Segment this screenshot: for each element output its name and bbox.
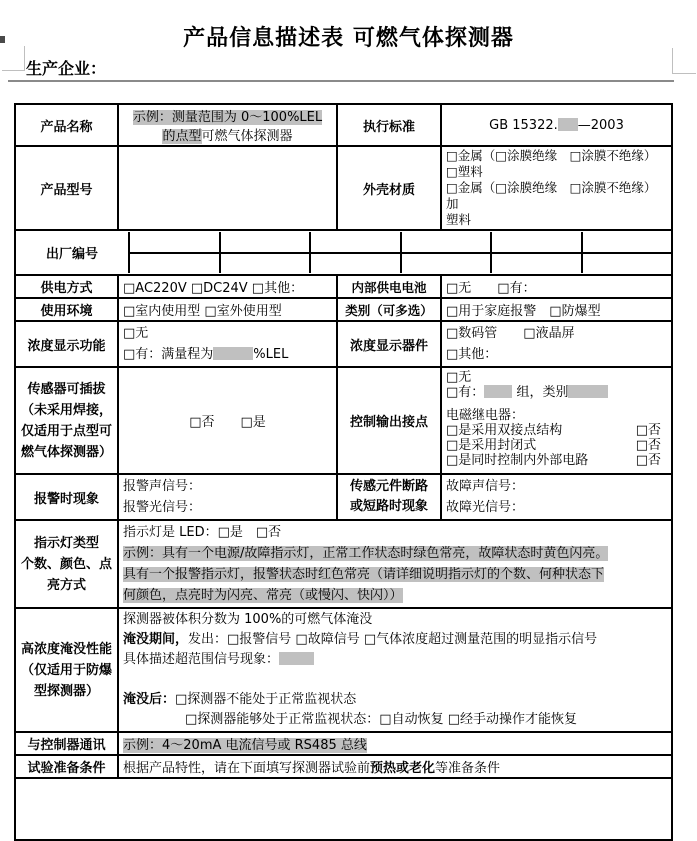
option-line[interactable]: 淹没期间，发出：□报警信号 □故障信号 □气体浓度超过测量范围的明显指示信号 bbox=[123, 632, 598, 647]
material-option-line[interactable]: □塑料 bbox=[446, 164, 483, 179]
shell-material-options[interactable] bbox=[441, 146, 672, 230]
row-label-indicator: 指示灯类型 个数、颜色、点 亮方式 bbox=[15, 520, 118, 608]
row-label-communication: 与控制器通讯 bbox=[15, 732, 118, 755]
redacted-blank bbox=[568, 385, 608, 398]
alarm-phenomenon-value[interactable]: 报警声信号： 报警光信号： bbox=[118, 474, 337, 520]
row-label-power-supply: 供电方式 bbox=[15, 275, 118, 298]
margin-crop-mark-top-left bbox=[2, 70, 25, 71]
serial-cell[interactable] bbox=[492, 232, 581, 252]
row-label-immersion: 高浓度淹没性能 （仅适用于防爆 型探测器） bbox=[15, 608, 118, 732]
row-label-serial-number: 出厂编号 bbox=[45, 247, 98, 262]
material-option-line[interactable]: □金属（□涂膜绝缘 □涂膜不绝缘） bbox=[446, 148, 657, 163]
row-label-category: 类别（可多选） bbox=[337, 298, 441, 321]
redacted-blank bbox=[558, 118, 578, 131]
option-line[interactable]: □是采用双接点结构 □否 bbox=[446, 423, 661, 438]
page-title: 产品信息描述表 可燃气体探测器 bbox=[183, 26, 514, 51]
row-label-display-device: 浓度显示器件 bbox=[337, 321, 441, 367]
communication-value[interactable] bbox=[118, 732, 672, 755]
relay-heading: 电磁继电器： bbox=[446, 408, 525, 423]
example-text: 可燃气体探测器 bbox=[201, 129, 293, 144]
immersion-value[interactable]: 探测器被体积分数为 100%的可燃气体淹没 淹没期间，发出：□报警信号 □故障信号 □气体浓度超过测量范围的明显指示信号 具体描述超范围信号现象： 淹没后：□探测器不能处于正常监视状态 □探测器能够处于正常监视状态：□自动恢复 □经手动操作才能恢复 bbox=[118, 608, 672, 732]
row-label-shell-material: 外壳材质 bbox=[337, 146, 441, 230]
row-label-test-preparation: 试验准备条件 bbox=[15, 755, 118, 778]
highlighted-example-text: 的点型 bbox=[162, 129, 202, 144]
serial-cell[interactable] bbox=[402, 254, 491, 274]
option-line[interactable]: □探测器能够处于正常监视状态：□自动恢复 □经手动操作才能恢复 bbox=[185, 712, 577, 727]
environment-options[interactable]: □室内使用型 □室外使用型 bbox=[118, 298, 337, 321]
row-label-concentration-display: 浓度显示功能 bbox=[15, 321, 118, 367]
concentration-display-options[interactable] bbox=[118, 321, 337, 367]
material-option-line[interactable]: 塑料 bbox=[446, 212, 472, 227]
option-line[interactable]: □有： 组，类别 bbox=[446, 385, 667, 400]
row-label-standard: 执行标准 bbox=[337, 104, 441, 146]
row-label-control-output: 控制输出接点 bbox=[337, 367, 441, 474]
serial-cell[interactable] bbox=[311, 232, 400, 252]
highlighted-example-text: 示例：4～20mA 电流信号或 RS485 总线 bbox=[123, 738, 367, 753]
serial-cell[interactable] bbox=[311, 254, 400, 274]
display-device-options[interactable] bbox=[441, 321, 672, 367]
highlighted-example-text: 何颜色，点亮时为闪亮、常亮（或慢闪、快闪）） bbox=[123, 588, 403, 603]
option-line[interactable]: □数码管 □液晶屏 bbox=[446, 326, 575, 341]
option-line[interactable]: 指示灯是 LED：□是 □否 bbox=[123, 525, 282, 540]
row-label-internal-battery: 内部供电电池 bbox=[337, 275, 441, 298]
serial-cell[interactable] bbox=[221, 232, 310, 252]
highlighted-example-text: 具有一个报警指示灯，报警状态时红色常亮（请详细说明指示灯的个数、何种状态下 bbox=[123, 567, 605, 582]
manufacturer-label: 生产企业： bbox=[26, 59, 107, 78]
row-label-product-model: 产品型号 bbox=[15, 146, 118, 230]
page-edge-marker bbox=[0, 36, 5, 43]
row-label-environment: 使用环境 bbox=[15, 298, 118, 321]
serial-cell[interactable] bbox=[583, 232, 672, 252]
margin-crop-mark-top-right bbox=[672, 73, 696, 74]
serial-cell[interactable] bbox=[130, 232, 219, 252]
row-label-sensor-pluggable: 传感器可插拔 （未采用焊接， 仅适用于点型可 燃气体探测器） bbox=[15, 367, 118, 474]
serial-number-row bbox=[15, 230, 672, 275]
option-line[interactable]: □无 bbox=[446, 370, 472, 385]
product-info-table bbox=[14, 103, 673, 841]
internal-battery-options[interactable]: □无 □有： bbox=[441, 275, 672, 298]
row-label-alarm-phenomenon: 报警时现象 bbox=[15, 474, 118, 520]
row-label-product-name: 产品名称 bbox=[15, 104, 118, 146]
control-output-options[interactable] bbox=[441, 367, 672, 474]
option-line[interactable]: □其他： bbox=[446, 347, 498, 362]
category-options[interactable]: □用于家庭报警 □防爆型 bbox=[441, 298, 672, 321]
option-line[interactable]: 淹没后：□探测器不能处于正常监视状态 bbox=[123, 692, 357, 707]
sensor-fault-value[interactable]: 故障声信号： 故障光信号： bbox=[441, 474, 672, 520]
serial-cell[interactable] bbox=[221, 254, 310, 274]
margin-crop-mark-top-right bbox=[672, 48, 673, 74]
row-label-sensor-fault: 传感元件断路 或短路时现象 bbox=[337, 474, 441, 520]
highlighted-example-text: 示例：具有一个电源/故障指示灯，正常工作状态时绿色常亮，故障状态时黄色闪亮。 bbox=[123, 546, 609, 561]
serial-cell[interactable] bbox=[130, 254, 219, 274]
manufacturer-underline bbox=[8, 80, 674, 82]
sensor-pluggable-options[interactable]: □否 □是 bbox=[118, 367, 337, 474]
standard-value: GB 15322. —2003 bbox=[441, 104, 672, 146]
test-preparation-fill-area[interactable] bbox=[15, 778, 672, 840]
power-supply-options[interactable]: □AC220V □DC24V □其他： bbox=[118, 275, 337, 298]
serial-cell[interactable] bbox=[583, 254, 672, 274]
redacted-blank bbox=[279, 652, 314, 665]
highlighted-example-text: 示例：测量范围为 0～100%LEL bbox=[132, 110, 323, 125]
redacted-blank bbox=[484, 385, 512, 398]
serial-number-grid bbox=[128, 232, 671, 273]
product-model-value[interactable] bbox=[118, 146, 337, 230]
product-name-value[interactable] bbox=[118, 104, 337, 146]
option-line[interactable]: □是采用封闭式 □否 bbox=[446, 438, 661, 453]
test-preparation-value: 根据产品特性，请在下面填写探测器试验前预热或老化等准备条件 bbox=[118, 755, 672, 778]
option-line[interactable]: □无 bbox=[123, 326, 149, 341]
redacted-blank bbox=[213, 347, 253, 360]
option-line[interactable]: □是同时控制内外部电路 □否 bbox=[446, 453, 661, 468]
material-option-line[interactable]: □金属（□涂膜绝缘 □涂膜不绝缘）加 bbox=[446, 180, 657, 211]
serial-cell[interactable] bbox=[402, 232, 491, 252]
serial-cell[interactable] bbox=[492, 254, 581, 274]
margin-crop-mark-top-left bbox=[24, 46, 25, 71]
indicator-value[interactable] bbox=[118, 520, 672, 608]
option-line[interactable]: □有：满量程为 %LEL bbox=[123, 347, 289, 362]
